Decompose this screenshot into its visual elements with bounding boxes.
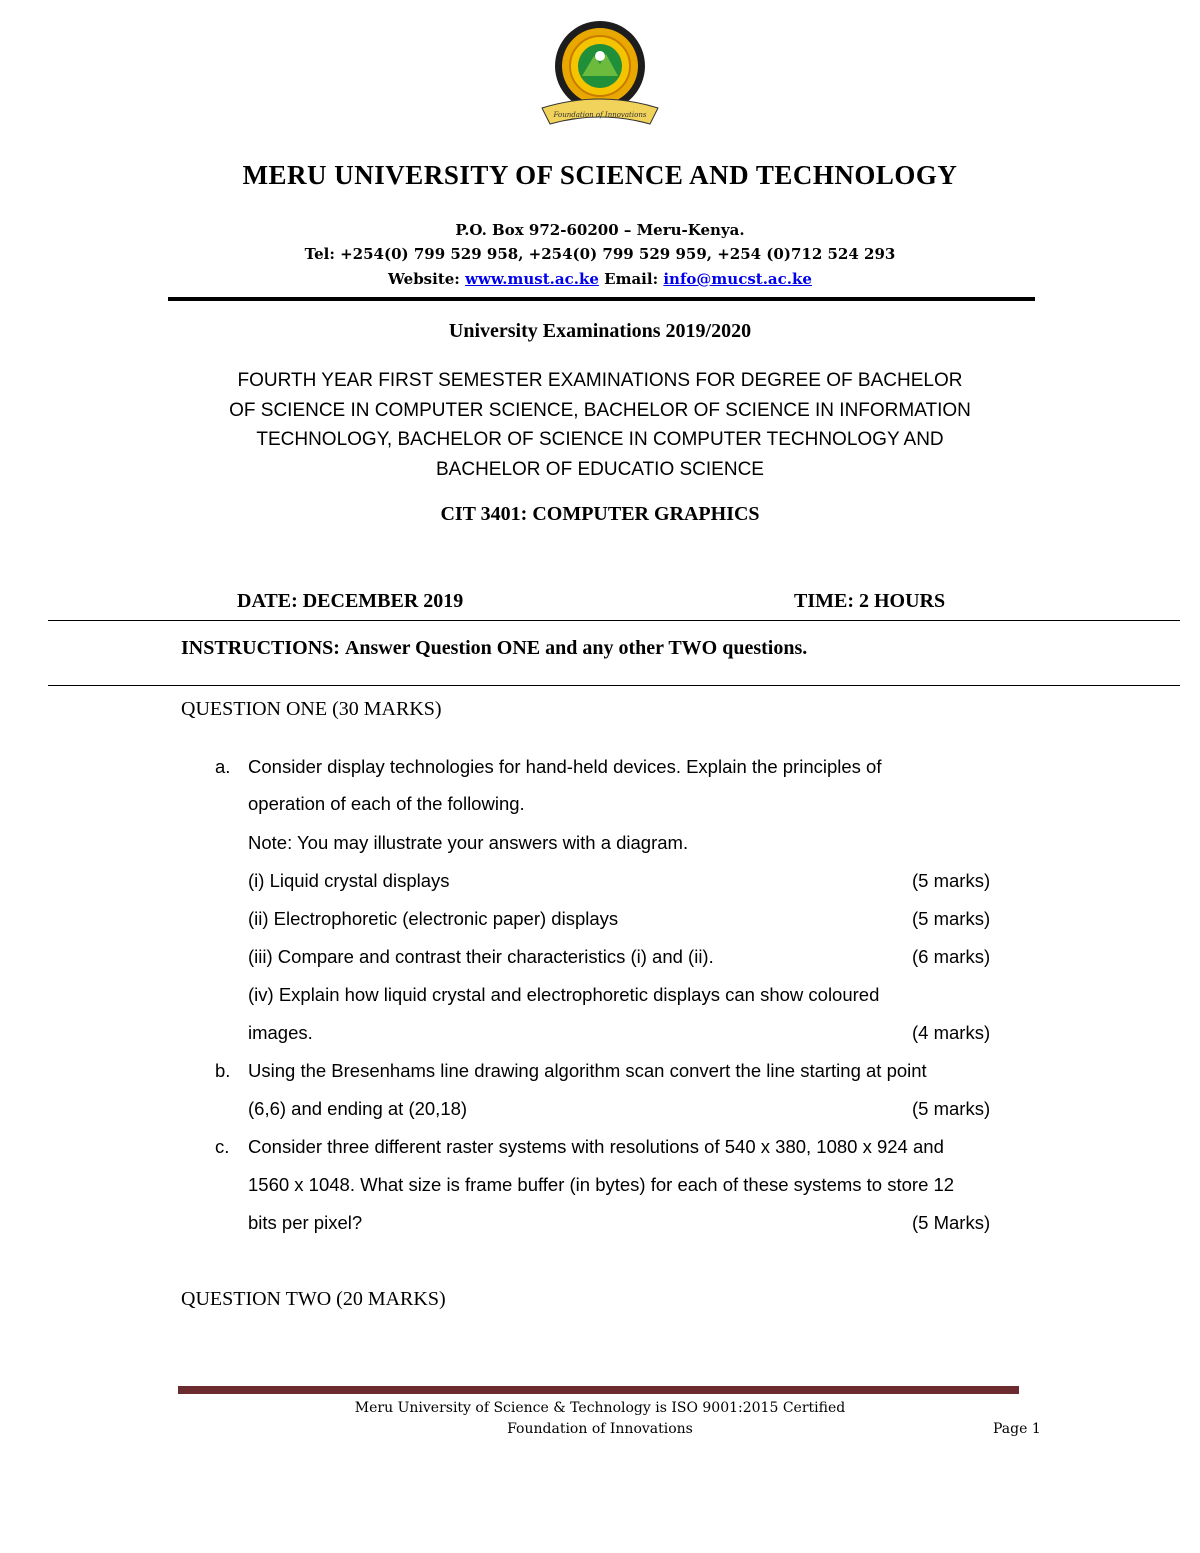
email-label: Email: — [604, 270, 659, 288]
question-text: Using the Bresenhams line drawing algorithm scan convert the line starting at point — [248, 1060, 927, 1081]
exam-heading — [170, 366, 1030, 484]
question-text: (iv) Explain how liquid crystal and electrophoretic displays can show coloured — [248, 984, 880, 1005]
marks: (6 marks) — [912, 946, 991, 967]
contact-line — [0, 270, 1200, 288]
website-label: Website: — [388, 270, 460, 288]
question-text: images. — [248, 1022, 313, 1043]
item-letter: c. — [215, 1136, 230, 1157]
question-text: Consider display technologies for hand-held devices. Explain the principles of — [248, 756, 882, 777]
divider — [48, 685, 1180, 686]
question-text: (6,6) and ending at (20,18) — [248, 1098, 468, 1119]
telephone-numbers: Tel: +254(0) 799 529 958, +254(0) 799 529 959, +254 (0)712 524 293 — [304, 245, 896, 263]
item-letter: b. — [215, 1060, 231, 1081]
question-text: Consider three different raster systems with resolutions of 540 x 380, 1080 x 924 and — [248, 1136, 944, 1157]
exam-title: University Examinations 2019/2020 — [448, 320, 752, 342]
marks: (5 marks) — [912, 870, 991, 891]
marks: (4 marks) — [912, 1022, 991, 1043]
postal-address: P.O. Box 972-60200 – Meru-Kenya. — [455, 221, 745, 239]
question-text: (iii) Compare and contrast their characteristics (i) and (ii). — [248, 946, 714, 967]
marks: (5 marks) — [912, 908, 991, 929]
question-text: operation of each of the following. — [248, 793, 525, 814]
email-link[interactable]: info@mucst.ac.ke — [663, 270, 812, 288]
question-note: Note: You may illustrate your answers with a diagram. — [248, 832, 689, 853]
instructions-label: INSTRUCTIONS: — [181, 637, 340, 659]
university-name: MERU UNIVERSITY OF SCIENCE AND TECHNOLOGY — [242, 160, 958, 190]
question-one-title: QUESTION ONE (30 MARKS) — [181, 698, 442, 720]
footer-certification: Meru University of Science & Technology is ISO 9001:2015 Certified — [354, 1400, 846, 1416]
heading-line: OF SCIENCE IN COMPUTER SCIENCE, BACHELOR OF SCIENCE IN INFORMATION — [229, 399, 971, 421]
svg-text:Foundation of Innovations: Foundation of Innovations — [553, 111, 647, 119]
course-title: CIT 3401: COMPUTER GRAPHICS — [440, 503, 760, 525]
question-text: 1560 x 1048. What size is frame buffer (in bytes) for each of these systems to store 12 — [248, 1174, 955, 1195]
question-text: bits per pixel? — [248, 1212, 363, 1233]
question-two-title: QUESTION TWO (20 MARKS) — [181, 1288, 446, 1310]
marks: (5 Marks) — [912, 1212, 991, 1233]
page-number: Page 1 — [993, 1421, 1041, 1437]
instructions — [181, 637, 807, 660]
footer-motto: Foundation of Innovations — [507, 1421, 693, 1437]
marks: (5 marks) — [912, 1098, 991, 1119]
university-logo — [538, 20, 662, 130]
footer-divider — [178, 1386, 1019, 1394]
heading-line: TECHNOLOGY, BACHELOR OF SCIENCE IN COMPUTER TECHNOLOGY AND — [256, 429, 944, 450]
instructions-text: Answer Question ONE and any other TWO questions. — [344, 637, 808, 659]
question-text: (i) Liquid crystal displays — [248, 870, 450, 891]
heading-line: FOURTH YEAR FIRST SEMESTER EXAMINATIONS FOR DEGREE OF BACHELOR — [237, 370, 963, 391]
question-text: (ii) Electrophoretic (electronic paper) displays — [248, 908, 619, 929]
website-link[interactable]: www.must.ac.ke — [465, 270, 599, 288]
header-divider — [168, 297, 1035, 301]
divider — [48, 620, 1180, 621]
exam-date: DATE: DECEMBER 2019 — [237, 590, 464, 612]
exam-time: TIME: 2 HOURS — [794, 590, 946, 612]
item-letter: a. — [215, 756, 231, 777]
heading-line: BACHELOR OF EDUCATIO SCIENCE — [436, 458, 764, 480]
